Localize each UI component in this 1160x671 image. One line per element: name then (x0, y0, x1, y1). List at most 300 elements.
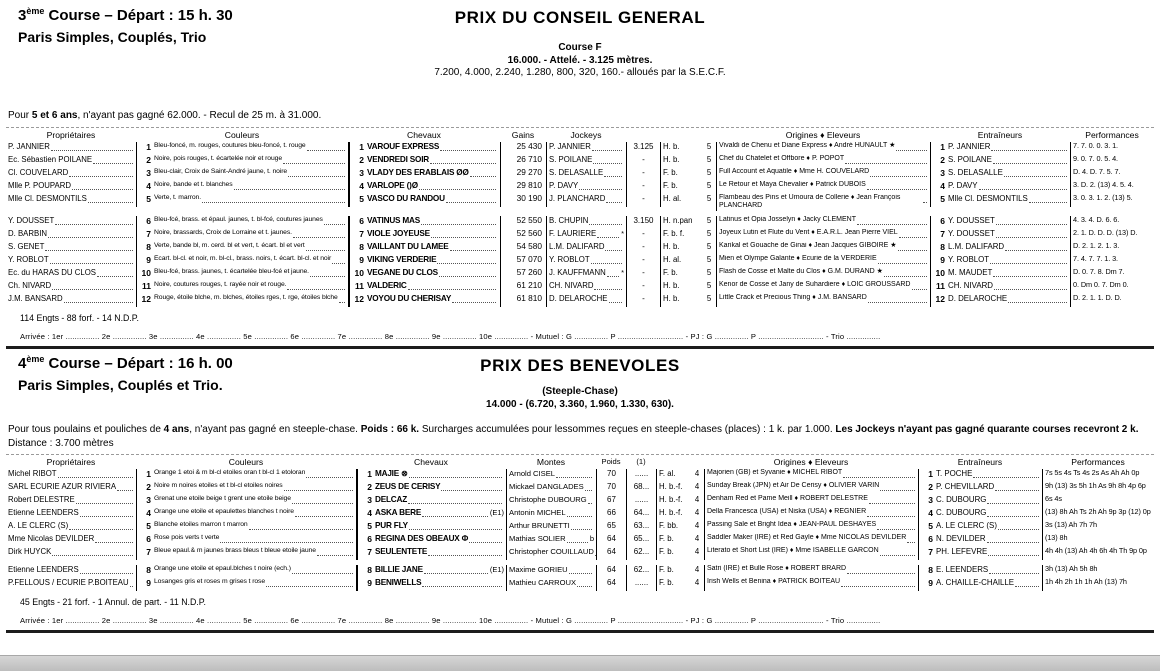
dotted-leader (988, 547, 1039, 556)
table-row (6, 255, 1154, 268)
jockey-name: S. DELASALLE (549, 167, 604, 177)
program-number: 5 (367, 521, 372, 531)
origin-text: Latinus et Opia Josselyn ♦ Jacky CLEMENT (719, 216, 857, 223)
program-number: 7 (146, 229, 151, 239)
dotted-leader (591, 255, 622, 264)
dotted-leader (202, 194, 345, 203)
performance-cell: 6s 4s (1042, 495, 1154, 508)
owner-cell (6, 142, 136, 155)
trainer-cell (918, 521, 1042, 534)
origin-cell (704, 534, 918, 547)
rider-cell (506, 495, 596, 508)
horse-name: PUR FLY (375, 521, 408, 530)
dotted-leader (48, 229, 133, 238)
dotted-leader (869, 495, 915, 504)
dotted-leader (556, 469, 592, 478)
dotted-leader (424, 565, 488, 574)
column-header-montes: Montes (536, 457, 566, 467)
dotted-leader (431, 229, 496, 238)
gains-cell: 25 430 (500, 142, 546, 155)
horse-name: VLADY DES ERABLAIS ØØ (367, 167, 469, 177)
table-row (6, 194, 1154, 212)
origin-cell (716, 155, 930, 168)
dotted-leader (64, 294, 133, 303)
age-cell: 5 (706, 268, 712, 277)
origin-cell (704, 495, 918, 508)
age-cell: 5 (706, 154, 712, 164)
table-row (6, 268, 1154, 281)
owner-name: P. JANNIER (8, 141, 50, 151)
trainer-name: E. LEENDERS (936, 565, 989, 574)
betting-types: Paris Simples, Couplés, Trio (18, 29, 207, 45)
program-number: 7 (359, 229, 364, 239)
dotted-leader (422, 578, 502, 587)
performance-cell: 7. 7. 0. 0. 3. 1. (1070, 142, 1154, 155)
program-number: 2 (146, 482, 151, 492)
origin-text: Saddler Maker (IRE) et Red Gayle ♦ Mme NICOLAS DEVILDER (707, 534, 907, 541)
trainer-cell (918, 578, 1042, 591)
dotted-leader (292, 495, 353, 504)
trainer-name: PH. LEFEVRE (936, 547, 988, 556)
program-number: 11 (142, 281, 151, 291)
race-4-table (6, 454, 1154, 591)
age-cell: 5 (706, 216, 712, 225)
weight-cell: 70 (596, 482, 626, 495)
owner-cell (6, 216, 136, 229)
age-cell: 4 (694, 578, 700, 587)
column-header-colours: Couleurs (228, 457, 264, 467)
colours-cell (136, 508, 356, 521)
table-row (6, 229, 1154, 242)
performance-cell: 9. 0. 7. 0. 5. 4. (1070, 155, 1154, 168)
race-4-group-1 (6, 469, 1154, 560)
dotted-leader (80, 508, 133, 517)
owner-name: Mlle Cl. DESMONTILS (8, 193, 87, 203)
horse-name: DELCAZ (375, 495, 408, 504)
program-number: 1 (940, 141, 945, 152)
sex-coat-cell: H. n.pan (660, 216, 702, 229)
prize-list: 7.200, 4.000, 2.240, 1.280, 800, 320, 160.- alloués par la S.E.C.F. (434, 67, 726, 78)
program-number: 3 (940, 167, 945, 178)
origin-cell (704, 547, 918, 560)
dotted-leader (422, 508, 488, 517)
race-title: PRIX DU CONSEIL GENERAL (454, 8, 706, 27)
race-title: PRIX DES BENEVOLES (480, 356, 680, 375)
rider-name: Arthur BRUNETTI (509, 521, 570, 530)
age-cell: 5 (706, 229, 712, 238)
horse-cell (348, 181, 500, 194)
column-header-origins: Origines ♦ Eleveurs (785, 129, 861, 140)
table-row (6, 181, 1154, 194)
eligibility-text (8, 423, 1154, 450)
sex-coat-cell: F. al. (656, 469, 690, 482)
trainer-cell (918, 469, 1042, 482)
program-number: 1 (146, 469, 151, 479)
rider-name: Arnold CISEL (509, 469, 556, 478)
dotted-leader (996, 216, 1067, 225)
trainer-cell (930, 268, 1070, 281)
dotted-leader (884, 268, 927, 277)
eligibility-bold: Les Jockeys n'ayant pas gagné quarante courses recevront 2 k. (835, 424, 1139, 435)
performance-cell: D. 4. D. 7. 5. 7. (1070, 168, 1154, 181)
origin-text: Flash de Cosse et Malte du Clos ♦ G.M. DURAND ★ (719, 268, 883, 275)
dotted-leader (408, 281, 496, 290)
race-3-left-header (18, 6, 233, 45)
arrival-line: Arrivée : 1er ............... 2e ............... 3e ............... 4e ............... 5e ............... 6e ............... 7e ............... 8e ............... 9e ............... 10e ............... - Mutuel : G ............... P ............................. - PJ : G ............... P ............................. - Trio ............... (20, 332, 881, 341)
origin-text: Le Retour et Maya Chevalier ♦ Patrick DUBOIS (719, 180, 866, 188)
dotted-leader (870, 168, 927, 177)
colours-description: Verte, t. marron. (154, 193, 202, 201)
program-number: 1 (146, 141, 151, 152)
horse-cell (356, 565, 506, 578)
trainer-cell (930, 181, 1070, 194)
sex-coat-cell: F. b. (660, 181, 702, 194)
owner-cell (6, 521, 136, 534)
dotted-leader (593, 155, 622, 164)
jockey-cell (546, 268, 626, 281)
program-number: 9 (928, 578, 933, 588)
dotted-leader (843, 469, 915, 478)
owner-name: Mlle P. POUPARD (8, 180, 71, 190)
age-cell: 5 (706, 193, 712, 203)
column-header-horses: Chevaux (407, 129, 441, 140)
colours-cell (136, 155, 348, 168)
origin-text: Literato et Short List (IRE) ♦ Mme ISABELLE GARCON (707, 547, 879, 554)
origin-text: Majorien (GB) et Syvanie ♦ MICHEL RIBOT (707, 469, 843, 476)
distance-cell: 3.125 (626, 142, 660, 155)
dotted-leader (249, 521, 353, 530)
dotted-leader (51, 142, 133, 151)
rider-cell (506, 508, 596, 521)
origin-text: Chef du Chatelet et Offbore ♦ P. POPOT (719, 154, 845, 162)
dotted-leader (609, 294, 623, 303)
owner-cell (6, 155, 136, 168)
race-4-left-header (18, 354, 233, 393)
sex-coat-cell: H. al. (660, 194, 702, 207)
performance-cell: 4. 3. 4. D. 6. 6. (1070, 216, 1154, 229)
rider-cell (506, 547, 596, 560)
sex-coat-cell: H. b. (660, 294, 702, 307)
colours-description: Blanche etoiles marron t marron (154, 521, 248, 528)
jockey-cell (546, 216, 626, 229)
origin-text: Della Francesca (USA) et Niska (USA) ♦ REGNIER (707, 508, 867, 515)
column-header-owners: Propriétaires (46, 129, 96, 140)
column-header-origins: Origines ♦ Eleveurs (773, 457, 849, 467)
age-cell: 5 (706, 281, 712, 290)
gains-cell: 54 580 (500, 242, 546, 255)
colours-description: Rose pois verts t verte (154, 534, 220, 541)
colours-cell (136, 547, 356, 560)
sex-coat-cell: F. b. (660, 168, 702, 181)
race-conditions: 16.000. - Attelé. - 3.125 mètres. (507, 55, 653, 66)
trainer-cell (930, 229, 1070, 242)
trainer-name: A. LE CLERC (S) (936, 521, 997, 530)
dotted-leader (604, 168, 622, 177)
dotted-leader (987, 534, 1039, 543)
horse-name: VAROUF EXPRESS (367, 141, 440, 151)
horse-cell (348, 281, 500, 294)
gains-cell: 30 190 (500, 194, 546, 207)
colours-cell (136, 216, 348, 229)
table-row (6, 168, 1154, 181)
weight2-cell: 62... (626, 547, 656, 560)
distance-cell: 3.150 (626, 216, 660, 229)
dotted-leader (421, 216, 496, 225)
program-number: 3 (359, 167, 364, 178)
distance-cell: - (626, 281, 660, 294)
gains-cell: 52 560 (500, 229, 546, 242)
program-number: 6 (146, 534, 151, 544)
horse-name: ASKA BERE (375, 508, 422, 517)
rider-name: Mathias SOLIER (509, 534, 566, 543)
dotted-leader (408, 495, 502, 504)
performance-cell: 3h (13) Ah 5h 8h (1042, 565, 1154, 578)
colours-cell (136, 255, 348, 268)
dotted-leader (923, 194, 927, 203)
dotted-leader (266, 578, 353, 587)
rider-name: Mathieu CARROUX (509, 578, 577, 587)
sex-coat-cell: F. b. (656, 534, 690, 547)
section-divider (6, 630, 1154, 633)
performance-cell: D. 2. 1. 2. 1. 3. (1070, 242, 1154, 255)
dotted-leader (845, 155, 927, 164)
program-number: 2 (359, 154, 364, 165)
program-number: 8 (146, 242, 151, 252)
dotted-leader (589, 216, 622, 225)
sex-coat-cell: H. b. (660, 142, 702, 155)
race-number: 4ème Course – Départ : 16 h. 00 (18, 354, 233, 372)
origin-cell (716, 229, 930, 242)
eligibility-part: Pour tous poulains et pouliches de (8, 424, 164, 435)
dotted-leader (567, 508, 592, 517)
program-number: 5 (146, 521, 151, 531)
dotted-leader (324, 216, 345, 225)
program-number: 7 (928, 547, 933, 557)
horse-name: VIOLE JOYEUSE (367, 229, 430, 238)
dotted-leader (979, 181, 1067, 190)
trainer-cell (930, 216, 1070, 229)
colours-description: Rouge, étoile blche, m. blches, étoiles rges, t. rge, étoiles blche (154, 294, 338, 301)
table-row (6, 508, 1154, 521)
weight-cell: 66 (596, 508, 626, 521)
horse-cell (348, 294, 500, 307)
colours-cell (136, 294, 348, 307)
dotted-leader (428, 547, 502, 556)
colours-description: Noire m noires etoiles et t bl-cl etoiles noires (154, 482, 283, 489)
dotted-leader (339, 294, 345, 303)
section-divider (6, 346, 1154, 349)
dotted-leader (996, 229, 1067, 238)
horizontal-scrollbar[interactable] (0, 655, 1160, 671)
horse-cell (348, 194, 500, 207)
horse-name: MAJIE ⊗ (375, 469, 408, 478)
engagements-line: 114 Engts - 88 forf. - 14 N.D.P. (20, 313, 139, 323)
dotted-leader (58, 469, 133, 478)
program-number: 8 (940, 242, 945, 252)
dotted-leader (998, 521, 1039, 530)
table-row (6, 534, 1154, 547)
dotted-leader (605, 242, 622, 251)
program-number: 6 (146, 216, 151, 226)
weight-cell: 70 (596, 469, 626, 482)
dotted-leader (332, 255, 345, 264)
trainer-name: Y. DOUSSET (948, 216, 995, 225)
trainer-cell (930, 194, 1070, 207)
age-cell: 5 (706, 242, 712, 251)
sex-coat-cell: F. b. (656, 565, 690, 578)
program-number: 4 (146, 508, 151, 518)
origin-text: Kenor de Cosse et Jany de Suhardiere ♦ LOIC GROUSSARD (719, 281, 911, 288)
program-number: 6 (940, 216, 945, 226)
dotted-leader (293, 229, 345, 238)
colours-cell (136, 482, 356, 495)
owner-name: Ec. Sébastien POILANE (8, 154, 93, 164)
colours-cell (136, 229, 348, 242)
trainer-name: Mlle Cl. DESMONTILS (948, 193, 1028, 203)
dotted-leader (292, 565, 353, 574)
race-4-group-2 (6, 565, 1154, 591)
distance-cell: - (626, 181, 660, 194)
dotted-leader (867, 181, 927, 190)
column-header-gains: Gains (511, 129, 535, 140)
dotted-leader (989, 565, 1039, 574)
program-number: 2 (367, 482, 372, 492)
colours-description: Écart. bl-cl. et noir, m. bl-cl., brass. noirs, t. écart. bl-cl. et noir (154, 255, 332, 262)
column-header-trainers: Entraîneurs (957, 457, 1003, 467)
jockey-cell (546, 242, 626, 255)
program-number: 4 (940, 180, 945, 191)
jockey-cell (546, 255, 626, 268)
trainer-cell (918, 547, 1042, 560)
jockey-note: * (621, 229, 624, 238)
horse-note: (E1) (489, 565, 504, 574)
colours-cell (136, 194, 348, 207)
trainer-name: P. DAVY (948, 180, 978, 190)
jockey-name: J. KAUFFMANN (549, 268, 606, 277)
column-header-performances: Performances (1085, 129, 1139, 140)
dotted-leader (52, 547, 133, 556)
weight2-cell: 64... (626, 508, 656, 521)
performance-cell: 2. 1. D. D. D. (13) D. (1070, 229, 1154, 242)
owner-cell (6, 565, 136, 578)
sex-coat-cell: H. b.-f. (656, 495, 690, 508)
horse-name: VIKING VERDERIE (367, 255, 437, 264)
eligibility-part: , n'ayant pas gagné en steeple-chase. (189, 424, 361, 435)
performance-cell: (13) 8h Ah Ts 2h Ah 9p 3p (12) 0p (1042, 508, 1154, 521)
horse-cell (348, 216, 500, 229)
origin-cell (704, 469, 918, 482)
horse-name: VALDERIC (367, 281, 407, 290)
race-3-group-1 (6, 142, 1154, 212)
horse-cell (348, 155, 500, 168)
distance-cell: - (626, 194, 660, 207)
dotted-leader (95, 534, 133, 543)
table-row (6, 294, 1154, 307)
dotted-leader (993, 268, 1067, 277)
rider-name: Maxime GORIEU (509, 565, 568, 574)
eligibility-part: Pour (8, 110, 32, 121)
race-3-header (6, 6, 1154, 102)
dotted-leader (450, 242, 496, 251)
performance-cell: 1h 4h 2h 1h 1h Ah (13) 7h (1042, 578, 1154, 591)
origin-cell (716, 294, 930, 307)
dotted-leader (995, 482, 1039, 491)
dotted-leader (50, 255, 133, 264)
performance-cell: 3. 0. 3. 1. 2. (13) 5. (1070, 194, 1154, 207)
dotted-leader (1008, 294, 1067, 303)
table-row (6, 142, 1154, 155)
jockey-name: P. JANNIER (549, 141, 591, 151)
program-number: 10 (141, 268, 151, 278)
colours-description: Orange une etoile et epaulettes blanches t noire (154, 508, 294, 515)
colours-description: Noire, coutures rouges, t. rayée noir et rouge. (154, 281, 287, 288)
age-cell: 4 (694, 521, 700, 530)
dotted-leader (306, 469, 353, 478)
origin-text: Irish Wells et Benina ♦ PATRICK BOITEAU (707, 578, 841, 585)
dotted-leader (80, 565, 133, 574)
performance-cell: (13) 8h (1042, 534, 1154, 547)
rider-name: Christopher COUILLAUD (509, 547, 594, 556)
dotted-leader (234, 181, 345, 190)
sex-coat-cell: H. b. (660, 281, 702, 294)
race-4-header (6, 354, 1154, 416)
origin-text: Passing Sale et Bright Idea ♦ JEAN-PAUL DESHAYES (707, 521, 877, 528)
origin-text: Karikal et Gouache de Ginai ♦ Jean Jacques GIBOIRE ★ (719, 242, 897, 249)
owner-name: Dirk HUYCK (8, 547, 52, 556)
dotted-leader (569, 565, 592, 574)
weight2-cell: ...... (626, 469, 656, 482)
sex-coat-cell: F. b. (660, 268, 702, 281)
program-number: 4 (146, 180, 151, 191)
trainer-cell (930, 242, 1070, 255)
gains-cell: 57 070 (500, 255, 546, 268)
horse-name: VOYOU DU CHERISAY (367, 294, 452, 303)
colours-description: Orange une etoile et epaul.blches t noire (ech.) (154, 565, 291, 572)
colours-cell (136, 181, 348, 194)
dotted-leader (606, 194, 622, 203)
owner-name: Cl. COUVELARD (8, 167, 69, 177)
column-header-colours: Couleurs (224, 129, 260, 140)
dotted-leader (878, 255, 927, 264)
program-number: 3 (367, 495, 372, 505)
horse-name: BILLIE JANE (375, 565, 423, 574)
course-category: Course F (558, 42, 602, 53)
table-row (6, 578, 1154, 591)
program-number: 6 (359, 216, 364, 226)
trainer-cell (930, 155, 1070, 168)
dotted-leader (45, 242, 133, 251)
weight2-cell: 63... (626, 521, 656, 534)
horse-name: VEGANE DU CLOS (367, 268, 438, 277)
program-number: 12 (354, 294, 364, 304)
origin-text: Sunday Break (JPN) et Air De Cerisy ♦ OLIVIER VARIN (707, 482, 880, 489)
table-row (6, 281, 1154, 294)
jockey-cell (546, 168, 626, 181)
owner-name: P.FELLOUS / ECURIE P.BOITEAU (8, 578, 129, 587)
program-number: 1 (359, 141, 364, 152)
horse-name: ZEUS DE CERISY (375, 482, 441, 491)
dotted-leader (88, 194, 133, 203)
owner-cell (6, 495, 136, 508)
dotted-leader (409, 469, 502, 478)
column-header-jockeys: Jockeys (570, 129, 602, 140)
weight-cell: 65 (596, 521, 626, 534)
horse-cell (348, 268, 500, 281)
dotted-leader (52, 281, 133, 290)
sex-coat-cell: H. b.-f. (656, 508, 690, 521)
course-category: (Steeple-Chase) (542, 386, 618, 397)
weight-cell: 64 (596, 547, 626, 560)
